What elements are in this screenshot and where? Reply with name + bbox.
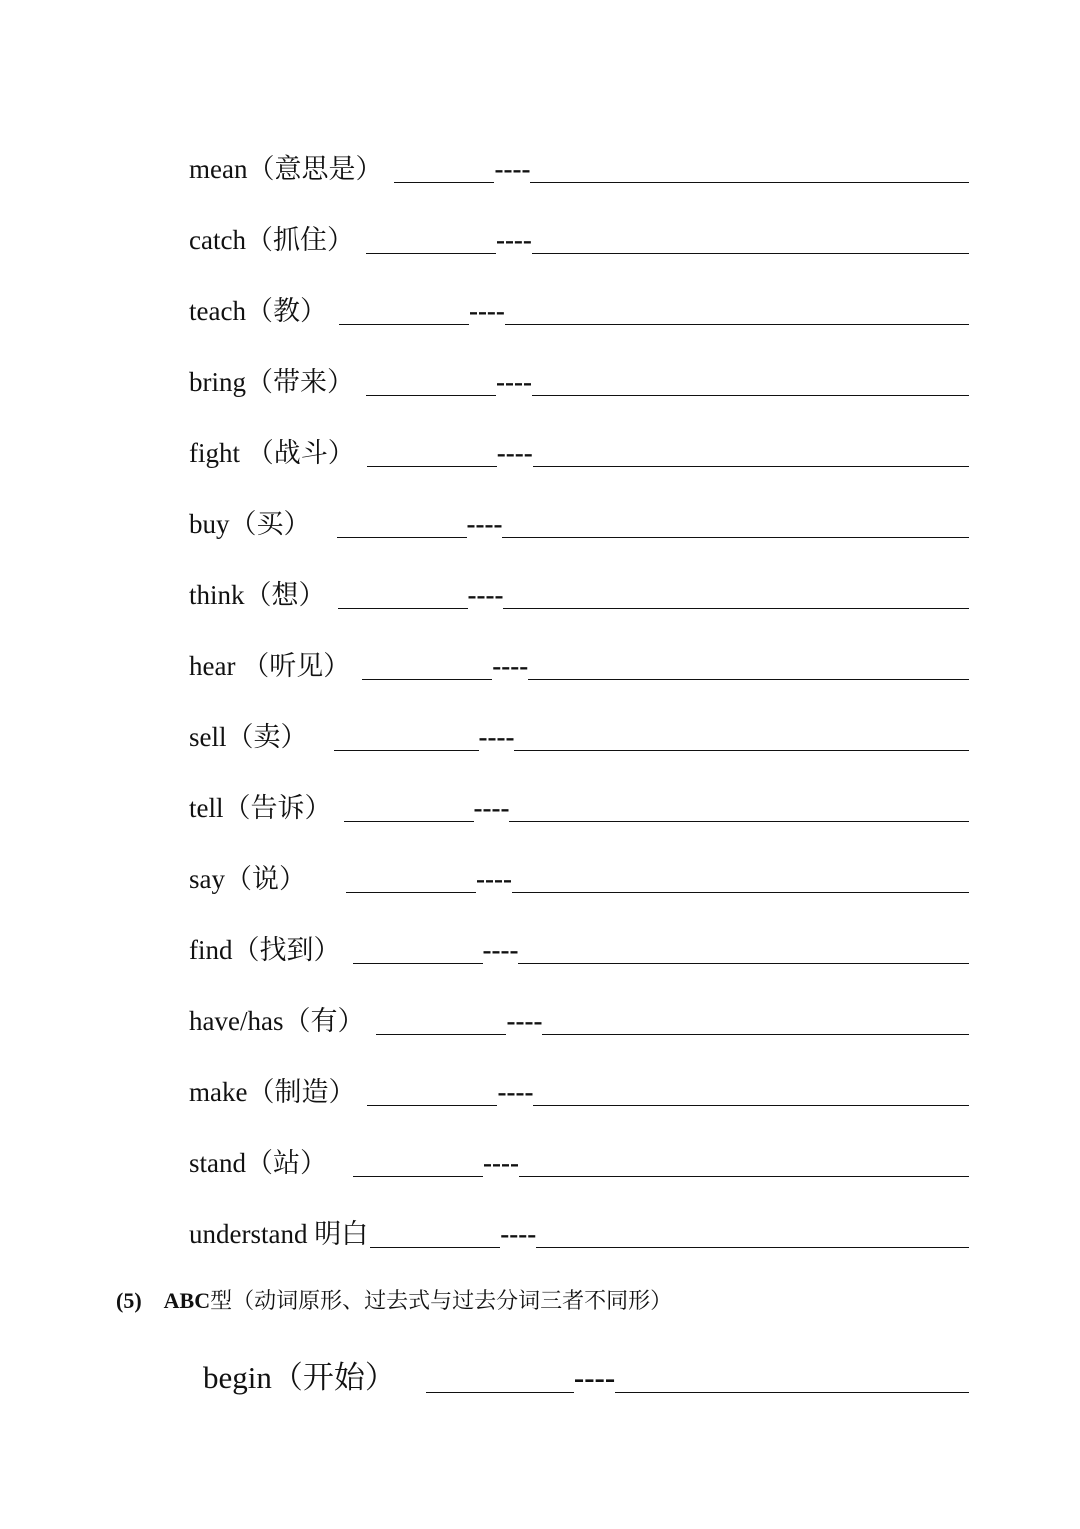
- dash-separator: ----: [468, 296, 505, 326]
- section-title: 型（动词原形、过去式与过去分词三者不同形）: [210, 1288, 673, 1313]
- verb-prompt: say（说）: [189, 864, 306, 894]
- dash-separator: ----: [496, 438, 533, 468]
- past-tense-blank[interactable]: [370, 1247, 500, 1248]
- section-abc-label: ABC: [163, 1288, 211, 1313]
- verb-row-buy: [189, 499, 969, 541]
- dash-separator: ----: [467, 580, 504, 610]
- verb-row-sell: [189, 712, 969, 754]
- past-tense-blank[interactable]: [362, 679, 492, 680]
- past-participle-blank[interactable]: [532, 253, 969, 254]
- past-participle-blank[interactable]: [509, 821, 969, 822]
- past-tense-blank[interactable]: [376, 1034, 506, 1035]
- verb-prompt: make（制造）: [189, 1077, 356, 1107]
- dash-separator: ----: [495, 225, 532, 255]
- dash-separator: ----: [500, 1219, 537, 1249]
- past-participle-blank[interactable]: [519, 1176, 969, 1177]
- past-tense-blank[interactable]: [344, 821, 474, 822]
- past-participle-blank[interactable]: [528, 679, 969, 680]
- verb-row-have: [189, 996, 969, 1038]
- verb-prompt: have/has（有）: [189, 1006, 365, 1036]
- verb-prompt: stand（站）: [189, 1148, 327, 1178]
- past-tense-blank[interactable]: [366, 395, 496, 396]
- verb-row-mean: [189, 144, 969, 186]
- verb-row-make: [189, 1067, 969, 1109]
- verb-prompt: mean（意思是）: [189, 154, 383, 184]
- verb-prompt: begin（开始）: [203, 1360, 396, 1395]
- dash-separator: ----: [476, 864, 512, 894]
- verb-row-understand: [189, 1209, 969, 1251]
- past-tense-blank[interactable]: [353, 963, 483, 964]
- past-tense-blank[interactable]: [346, 892, 476, 893]
- verb-row-say: [189, 854, 969, 896]
- verb-prompt: buy（买）: [189, 509, 311, 539]
- past-participle-blank[interactable]: [518, 963, 969, 964]
- past-tense-blank[interactable]: [337, 537, 467, 538]
- past-tense-blank[interactable]: [334, 750, 479, 751]
- verb-row-teach: [189, 286, 969, 328]
- dash-separator: ----: [483, 1148, 519, 1178]
- verb-row-fight: [189, 428, 969, 470]
- past-participle-blank[interactable]: [615, 1392, 969, 1393]
- verb-row-think: [189, 570, 969, 612]
- dash-separator: ----: [478, 722, 515, 752]
- dash-separator: ----: [506, 1006, 543, 1036]
- verb-row-stand: [189, 1138, 969, 1180]
- past-participle-blank[interactable]: [533, 466, 969, 467]
- verb-prompt: hear （听见）: [189, 651, 351, 681]
- verb-prompt: tell（告诉）: [189, 793, 332, 823]
- verb-row-catch: [189, 215, 969, 257]
- past-participle-blank[interactable]: [514, 750, 969, 751]
- dash-separator: ----: [496, 367, 532, 397]
- past-participle-blank[interactable]: [505, 324, 969, 325]
- dash-separator: ----: [473, 793, 510, 823]
- verb-prompt: find（找到）: [189, 935, 341, 965]
- verb-prompt: think（想）: [189, 580, 326, 610]
- past-participle-blank[interactable]: [536, 1247, 969, 1248]
- verb-row-begin: [203, 1350, 969, 1396]
- past-participle-blank[interactable]: [530, 182, 969, 183]
- dash-separator: ----: [573, 1360, 616, 1395]
- verb-row-find: [189, 925, 969, 967]
- past-tense-blank[interactable]: [338, 608, 468, 609]
- past-tense-blank[interactable]: [339, 324, 469, 325]
- dash-separator: ----: [492, 651, 529, 681]
- verb-prompt: catch（抓住）: [189, 225, 354, 255]
- section-number: (5): [116, 1288, 142, 1313]
- dash-separator: ----: [497, 1077, 534, 1107]
- verb-prompt: understand 明白: [189, 1219, 369, 1249]
- verb-prompt: sell（卖）: [189, 722, 308, 752]
- verb-row-tell: [189, 783, 969, 825]
- past-tense-blank[interactable]: [353, 1176, 483, 1177]
- past-participle-blank[interactable]: [502, 537, 969, 538]
- past-participle-blank[interactable]: [503, 608, 969, 609]
- past-participle-blank[interactable]: [532, 395, 969, 396]
- past-tense-blank[interactable]: [426, 1392, 574, 1393]
- past-participle-blank[interactable]: [512, 892, 969, 893]
- past-tense-blank[interactable]: [367, 1105, 497, 1106]
- verb-prompt: teach（教）: [189, 296, 327, 326]
- dash-separator: ----: [466, 509, 503, 539]
- past-participle-blank[interactable]: [533, 1105, 969, 1106]
- past-tense-blank[interactable]: [366, 253, 496, 254]
- verb-row-hear: [189, 641, 969, 683]
- verb-row-bring: [189, 357, 969, 399]
- verb-prompt: bring（带来）: [189, 367, 354, 397]
- past-participle-blank[interactable]: [542, 1034, 969, 1035]
- dash-separator: ----: [494, 154, 531, 184]
- section-heading: [116, 1290, 672, 1312]
- dash-separator: ----: [482, 935, 519, 965]
- verb-prompt: fight （战斗）: [189, 438, 355, 468]
- past-tense-blank[interactable]: [367, 466, 497, 467]
- past-tense-blank[interactable]: [394, 182, 494, 183]
